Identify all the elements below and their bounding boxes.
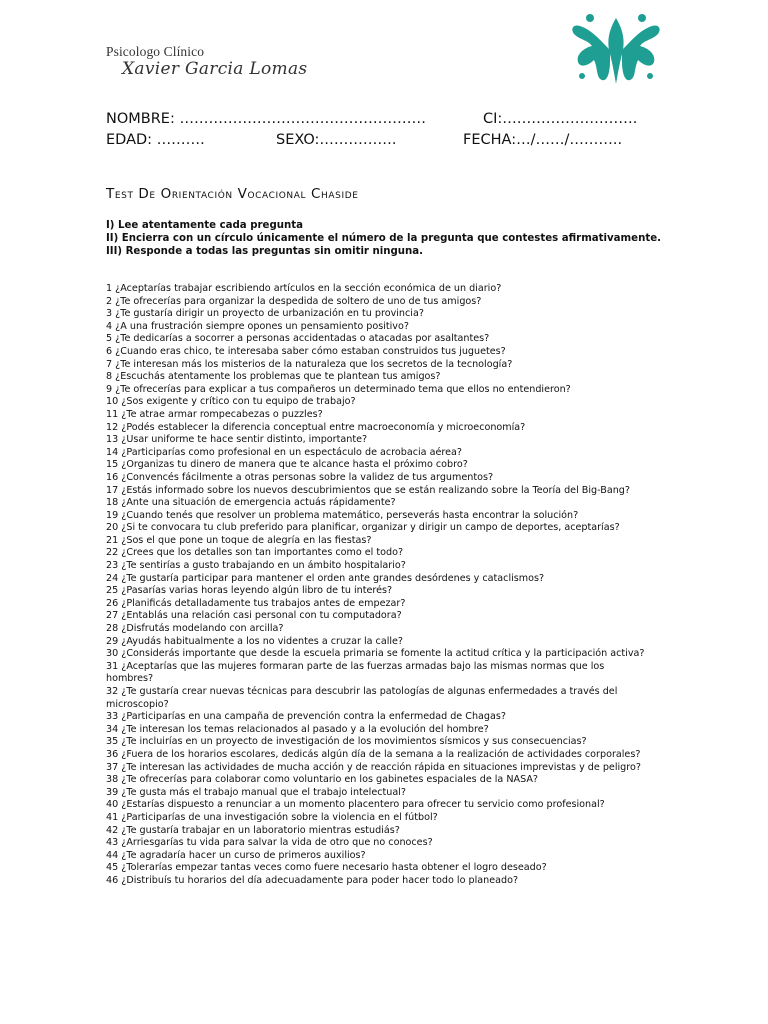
question-item[interactable]: 10 ¿Sos exigente y crítico con tu equipo de trabajo?: [106, 396, 356, 408]
form-row-name-ci: [106, 111, 661, 131]
nombre-field[interactable]: NOMBRE: ……………………………………………: [106, 111, 426, 127]
question-item[interactable]: 20 ¿Si te convocara tu club preferido para planificar, organizar y dirigir un campo de deportes, aceptarías?: [106, 522, 620, 534]
question-item[interactable]: 13 ¿Usar uniforme te hace sentir distinto, importante?: [106, 434, 368, 446]
fecha-field[interactable]: FECHA:…/……/………..: [463, 132, 623, 148]
letterhead-title: Psicologo Clínico: [106, 44, 205, 59]
edad-field[interactable]: EDAD: ……….: [106, 132, 205, 148]
question-item[interactable]: 29 ¿Ayudás habitualmente a los no videntes a cruzar la calle?: [106, 635, 404, 647]
question-item[interactable]: 40 ¿Estarías dispuesto a renunciar a un momento placentero para ofrecer tu servicio como profesional?: [106, 799, 605, 811]
question-item[interactable]: 41 ¿Participarías de una investigación sobre la violencia en el fútbol?: [106, 811, 438, 823]
instruction-item: II) Encierra con un círculo únicamente el número de la pregunta que contestes afirmativamente.: [106, 233, 661, 244]
question-item[interactable]: 36 ¿Fuera de los horarios escolares, dedicás algún día de la semana a la realización de actividades corporales?: [106, 748, 641, 760]
ci-field[interactable]: CI:……………………….: [483, 111, 638, 127]
question-item[interactable]: 44 ¿Te agradaría hacer un curso de primeros auxilios?: [106, 849, 366, 861]
question-item[interactable]: 11 ¿Te atrae armar rompecabezas o puzzles?: [106, 408, 323, 420]
question-item[interactable]: 32 ¿Te gustaría crear nuevas técnicas para descubrir las patologías de algunas enfermedades a través del microscopio?: [106, 686, 618, 710]
question-item[interactable]: 16 ¿Convencés fácilmente a otras personas sobre la validez de tus argumentos?: [106, 471, 494, 483]
sexo-field[interactable]: SEXO:…………….: [276, 132, 397, 148]
question-item[interactable]: 43 ¿Arriesgarías tu vida para salvar la vida de otro que no conoces?: [106, 837, 433, 849]
question-list: [106, 283, 646, 888]
test-title: Test De Orientación Vocacional Chaside: [106, 186, 359, 202]
question-item[interactable]: 24 ¿Te gustaría participar para mantener el orden ante grandes desórdenes y cataclismos?: [106, 572, 545, 584]
question-item[interactable]: 33 ¿Participarías en una campaña de prevención contra la enfermedad de Chagas?: [106, 711, 506, 723]
question-item[interactable]: 14 ¿Participarías como profesional en un espectáculo de acrobacia aérea?: [106, 446, 463, 458]
question-item[interactable]: 39 ¿Te gusta más el trabajo manual que el trabajo intelectual?: [106, 786, 407, 798]
psychologist-letterhead: [106, 44, 308, 92]
question-item[interactable]: 9 ¿Te ofrecerías para explicar a tus compañeros un determinado tema que ellos no entendieron?: [106, 383, 571, 395]
question-item[interactable]: 30 ¿Considerás importante que desde la escuela primaria se fomente la actitud crítica y la participación activa?: [106, 648, 645, 660]
question-item[interactable]: 42 ¿Te gustaría trabajar en un laboratorio mientras estudiás?: [106, 824, 400, 836]
question-item[interactable]: 8 ¿Escuchás atentamente los problemas que te plantean tus amigos?: [106, 371, 441, 383]
question-item[interactable]: 5 ¿Te dedicarías a socorrer a personas accidentadas o atacadas por asaltantes?: [106, 333, 490, 345]
question-item[interactable]: 22 ¿Crees que los detalles son tan importantes como el todo?: [106, 547, 404, 559]
question-item[interactable]: 6 ¿Cuando eras chico, te interesaba saber cómo estaban construidos tus juguetes?: [106, 345, 506, 357]
question-item[interactable]: 26 ¿Planificás detalladamente tus trabajos antes de empezar?: [106, 597, 406, 609]
question-item[interactable]: 35 ¿Te incluirías en un proyecto de investigación de los movimientos sísmicos y sus consecuencias?: [106, 736, 587, 748]
question-item[interactable]: 17 ¿Estás informado sobre los nuevos descubrimientos que se están realizando sobre la Teoría del Big-Bang?: [106, 484, 630, 496]
question-item[interactable]: 45 ¿Tolerarías empezar tantas veces como fuere necesario hasta obtener el logro deseado?: [106, 862, 547, 874]
inkblot-logo-icon: [570, 10, 662, 90]
question-item[interactable]: 21 ¿Sos el que pone un toque de alegría en las fiestas?: [106, 534, 372, 546]
question-item[interactable]: 15 ¿Organizas tu dinero de manera que te alcance hasta el próximo cobro?: [106, 459, 468, 471]
question-item[interactable]: 4 ¿A una frustración siempre opones un pensamiento positivo?: [106, 320, 409, 332]
question-item[interactable]: 31 ¿Aceptarías que las mujeres formaran parte de las fuerzas armadas bajo las mismas normas que los hombres?: [106, 660, 605, 685]
question-item[interactable]: 34 ¿Te interesan los temas relacionados al pasado y a la evolución del hombre?: [106, 723, 489, 735]
question-item[interactable]: 28 ¿Disfrutás modelando con arcilla?: [106, 623, 284, 635]
instructions: [106, 219, 666, 258]
question-item[interactable]: 23 ¿Te sentirías a gusto trabajando en un ámbito hospitalario?: [106, 560, 406, 572]
instruction-item: III) Responde a todas las preguntas sin omitir ninguna.: [106, 246, 424, 257]
question-item[interactable]: 1 ¿Aceptarías trabajar escribiendo artículos en la sección económica de un diario?: [106, 283, 502, 294]
question-item[interactable]: 27 ¿Entablás una relación casi personal con tu computadora?: [106, 610, 402, 622]
question-item[interactable]: 19 ¿Cuando tenés que resolver un problema matemático, perseverás hasta encontrar la solución?: [106, 509, 579, 521]
question-item[interactable]: 7 ¿Te interesan más los misterios de la naturaleza que los secretos de la tecnología?: [106, 358, 513, 370]
letterhead-name: Xavier Garcia Lomas: [122, 59, 308, 79]
question-item[interactable]: 3 ¿Te gustaría dirigir un proyecto de urbanización en tu provincia?: [106, 308, 424, 320]
question-item[interactable]: 37 ¿Te interesan las actividades de mucha acción y de reacción rápida en situaciones imprevistas y de peligro?: [106, 761, 641, 773]
question-item[interactable]: 18 ¿Ante una situación de emergencia actuás rápidamente?: [106, 497, 396, 509]
question-item[interactable]: 12 ¿Podés establecer la diferencia conceptual entre macroeconomía y microeconomía?: [106, 421, 526, 433]
question-item[interactable]: 38 ¿Te ofrecerías para colaborar como voluntario en los gabinetes espaciales de la NASA?: [106, 774, 539, 786]
question-item[interactable]: 25 ¿Pasarías varias horas leyendo algún libro de tu interés?: [106, 585, 393, 597]
question-item[interactable]: 46 ¿Distribuís tu horarios del día adecuadamente para poder hacer todo lo planeado?: [106, 874, 519, 886]
question-item[interactable]: 2 ¿Te ofrecerías para organizar la despedida de soltero de uno de tus amigos?: [106, 295, 482, 307]
form-row-age-sex-date: [106, 132, 661, 152]
instruction-item: I) Lee atentamente cada pregunta: [106, 220, 303, 231]
